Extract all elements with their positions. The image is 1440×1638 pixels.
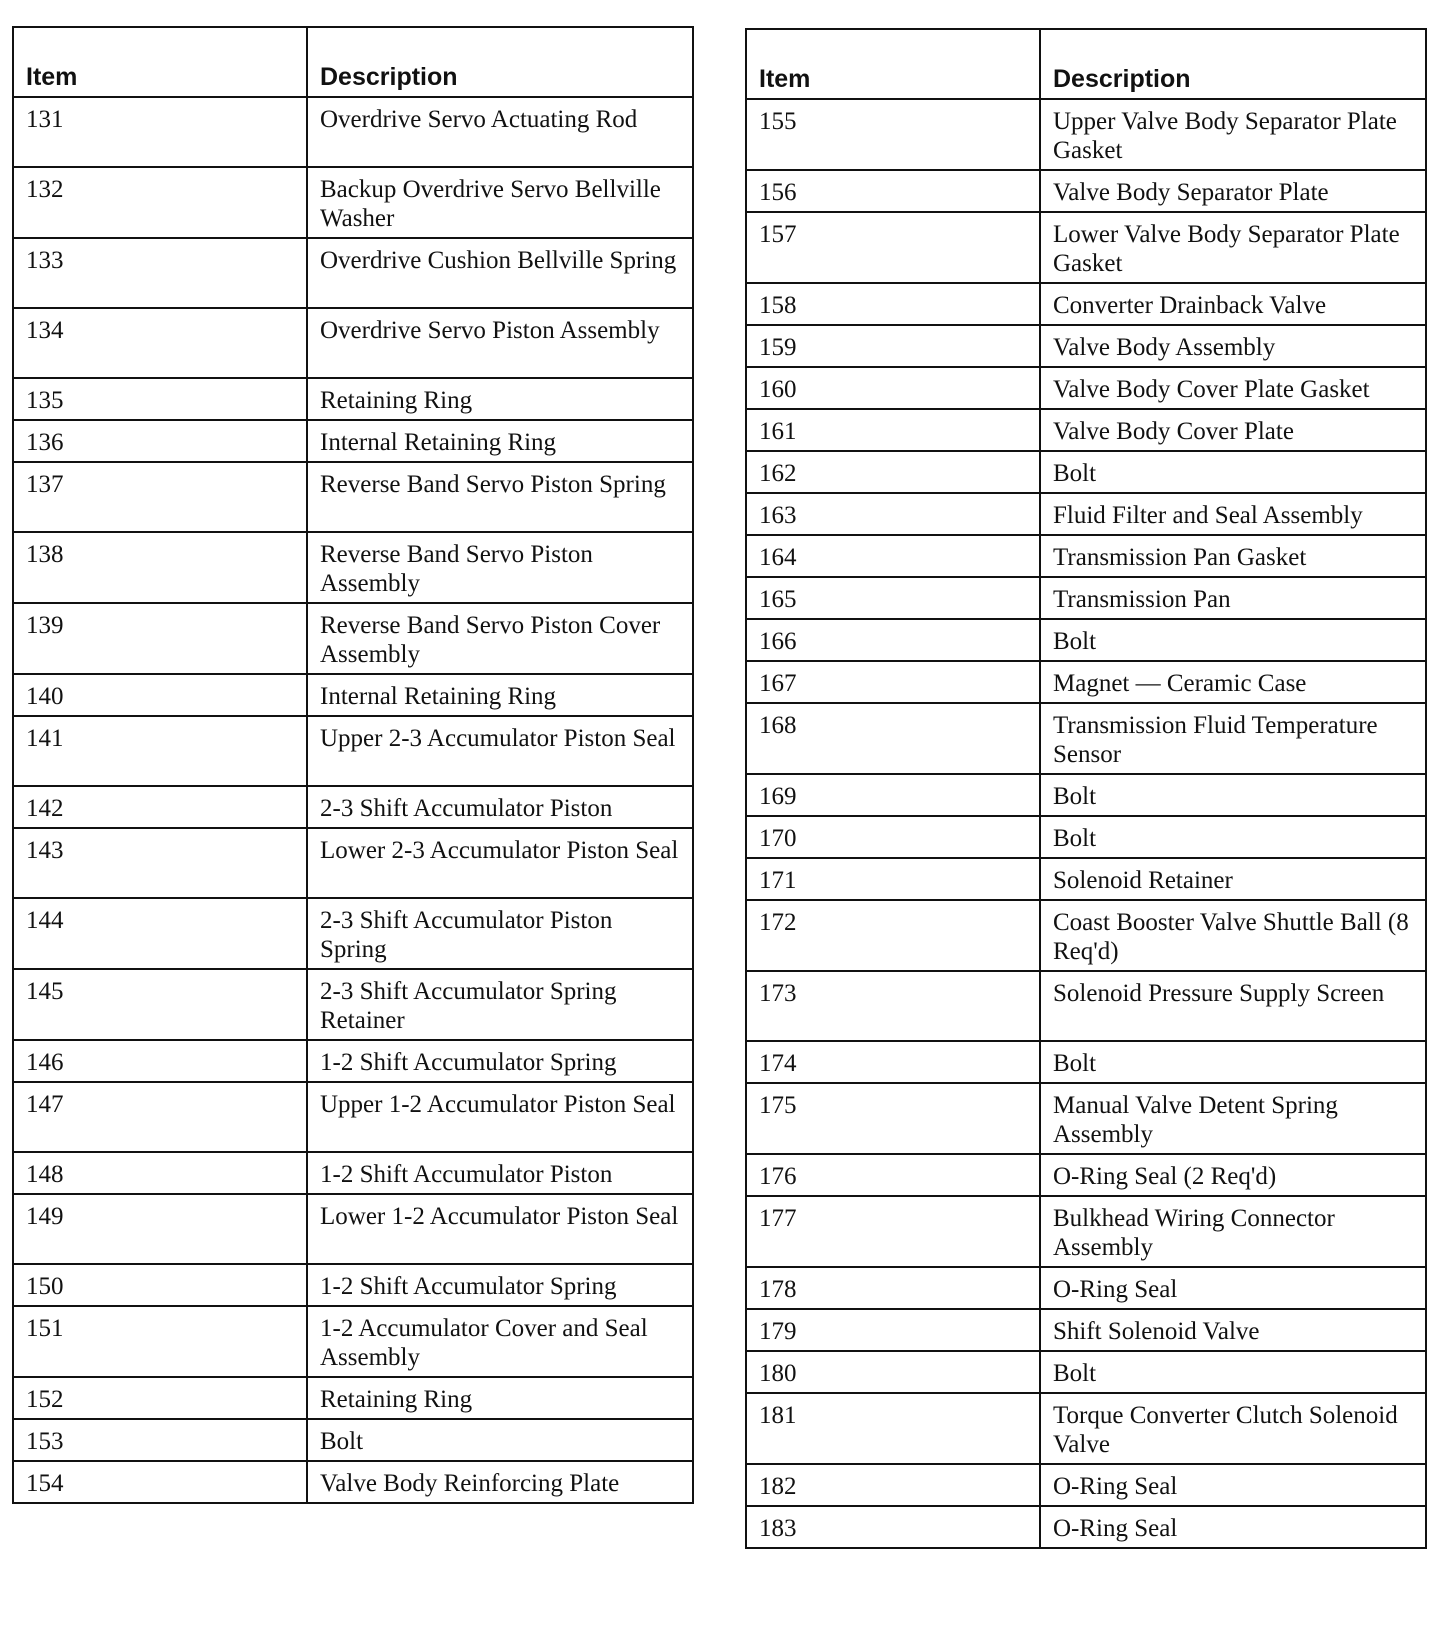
item-number: 166 [746,619,1040,661]
item-number: 176 [746,1154,1040,1196]
item-description: Bolt [307,1419,693,1461]
table-row [746,900,1426,971]
table-row [746,99,1426,170]
item-description: Valve Body Assembly [1040,325,1426,367]
item-description: Transmission Pan [1040,577,1426,619]
item-column-header: Item [746,29,1040,99]
table-row [13,786,693,828]
item-description: Overdrive Servo Piston Assembly [307,308,693,378]
parts-table-left [12,26,694,1504]
item-description: Backup Overdrive Servo Bellville Washer [307,167,693,238]
item-number: 132 [13,167,307,238]
item-description: Valve Body Reinforcing Plate [307,1461,693,1503]
item-number: 163 [746,493,1040,535]
table-row [13,1306,693,1377]
table-row [746,212,1426,283]
item-number: 156 [746,170,1040,212]
item-number: 182 [746,1464,1040,1506]
item-description: 1-2 Accumulator Cover and Seal Assembly [307,1306,693,1377]
description-column-header: Description [307,27,693,97]
table-row [13,97,693,167]
item-description: Bolt [1040,619,1426,661]
item-number: 137 [13,462,307,532]
item-number: 183 [746,1506,1040,1548]
item-number: 134 [13,308,307,378]
table-row [746,283,1426,325]
item-number: 135 [13,378,307,420]
table-row [746,1083,1426,1154]
table-row [746,535,1426,577]
table-row [746,1041,1426,1083]
table-row [746,703,1426,774]
item-description: Valve Body Cover Plate [1040,409,1426,451]
item-number: 169 [746,774,1040,816]
description-column-header: Description [1040,29,1426,99]
table-row [746,971,1426,1041]
table-row [13,308,693,378]
item-description: Bolt [1040,816,1426,858]
item-number: 148 [13,1152,307,1194]
item-number: 139 [13,603,307,674]
table-row [13,674,693,716]
item-description: O-Ring Seal (2 Req'd) [1040,1154,1426,1196]
item-description: Transmission Fluid Temperature Sensor [1040,703,1426,774]
item-description: Upper 2-3 Accumulator Piston Seal [307,716,693,786]
table-row [746,170,1426,212]
table-row [13,1194,693,1264]
item-description: 2-3 Shift Accumulator Piston [307,786,693,828]
item-description: Solenoid Pressure Supply Screen [1040,971,1426,1041]
item-description: Upper Valve Body Separator Plate Gasket [1040,99,1426,170]
item-number: 147 [13,1082,307,1152]
item-number: 138 [13,532,307,603]
item-number: 150 [13,1264,307,1306]
table-row [13,1152,693,1194]
table-row [746,325,1426,367]
table-row [746,816,1426,858]
table-row [13,716,693,786]
item-number: 172 [746,900,1040,971]
item-description: 1-2 Shift Accumulator Piston [307,1152,693,1194]
item-number: 141 [13,716,307,786]
table-row [746,1351,1426,1393]
item-number: 180 [746,1351,1040,1393]
table-row [13,828,693,898]
item-description: Overdrive Servo Actuating Rod [307,97,693,167]
item-number: 140 [13,674,307,716]
item-number: 165 [746,577,1040,619]
table-row [746,451,1426,493]
item-description: 2-3 Shift Accumulator Spring Retainer [307,969,693,1040]
item-description: Overdrive Cushion Bellville Spring [307,238,693,308]
item-description: Retaining Ring [307,378,693,420]
item-description: Internal Retaining Ring [307,674,693,716]
item-description: Bolt [1040,774,1426,816]
table-row [746,1464,1426,1506]
item-description: Lower 2-3 Accumulator Piston Seal [307,828,693,898]
item-description: Bolt [1040,451,1426,493]
item-number: 175 [746,1083,1040,1154]
item-description: O-Ring Seal [1040,1506,1426,1548]
item-number: 168 [746,703,1040,774]
item-number: 164 [746,535,1040,577]
item-number: 149 [13,1194,307,1264]
item-number: 160 [746,367,1040,409]
item-description: Torque Converter Clutch Solenoid Valve [1040,1393,1426,1464]
item-number: 142 [13,786,307,828]
table-row [13,1040,693,1082]
item-description: Shift Solenoid Valve [1040,1309,1426,1351]
table-row [746,858,1426,900]
item-description: 1-2 Shift Accumulator Spring [307,1040,693,1082]
item-number: 151 [13,1306,307,1377]
item-description: O-Ring Seal [1040,1464,1426,1506]
item-column-header: Item [13,27,307,97]
table-row [746,619,1426,661]
item-description: Lower 1-2 Accumulator Piston Seal [307,1194,693,1264]
table-row [13,1082,693,1152]
table-row [13,1419,693,1461]
table-row [746,493,1426,535]
table-row [13,167,693,238]
item-description: O-Ring Seal [1040,1267,1426,1309]
item-description: Magnet — Ceramic Case [1040,661,1426,703]
item-number: 162 [746,451,1040,493]
item-number: 158 [746,283,1040,325]
parts-table-right [745,28,1427,1549]
item-number: 146 [13,1040,307,1082]
table-row [746,1267,1426,1309]
item-description: Bolt [1040,1351,1426,1393]
item-description: Reverse Band Servo Piston Spring [307,462,693,532]
item-description: Converter Drainback Valve [1040,283,1426,325]
table-row [746,1154,1426,1196]
item-number: 144 [13,898,307,969]
table-row [13,603,693,674]
item-number: 179 [746,1309,1040,1351]
item-number: 154 [13,1461,307,1503]
table-row [746,661,1426,703]
item-description: Solenoid Retainer [1040,858,1426,900]
item-description: Bulkhead Wiring Connector Assembly [1040,1196,1426,1267]
table-row [13,1264,693,1306]
item-description: Valve Body Separator Plate [1040,170,1426,212]
item-description: Bolt [1040,1041,1426,1083]
item-number: 145 [13,969,307,1040]
item-number: 143 [13,828,307,898]
table-row [746,1506,1426,1548]
item-description: Manual Valve Detent Spring Assembly [1040,1083,1426,1154]
item-description: Reverse Band Servo Piston Assembly [307,532,693,603]
item-number: 131 [13,97,307,167]
table-row [13,1377,693,1419]
table-row [746,1309,1426,1351]
item-number: 152 [13,1377,307,1419]
item-number: 181 [746,1393,1040,1464]
table-row [746,1196,1426,1267]
table-row [13,462,693,532]
table-row [746,409,1426,451]
item-number: 171 [746,858,1040,900]
item-description: Lower Valve Body Separator Plate Gasket [1040,212,1426,283]
table-row [746,367,1426,409]
item-number: 133 [13,238,307,308]
table-header-row [746,29,1426,99]
table-header-row [13,27,693,97]
item-number: 157 [746,212,1040,283]
item-description: Fluid Filter and Seal Assembly [1040,493,1426,535]
table-row [746,577,1426,619]
item-description: Valve Body Cover Plate Gasket [1040,367,1426,409]
item-number: 170 [746,816,1040,858]
item-description: Retaining Ring [307,1377,693,1419]
item-description: Reverse Band Servo Piston Cover Assembly [307,603,693,674]
table-row [746,774,1426,816]
item-number: 159 [746,325,1040,367]
item-number: 155 [746,99,1040,170]
item-number: 174 [746,1041,1040,1083]
item-number: 177 [746,1196,1040,1267]
item-description: 1-2 Shift Accumulator Spring [307,1264,693,1306]
item-description: Coast Booster Valve Shuttle Ball (8 Req'd) [1040,900,1426,971]
item-number: 173 [746,971,1040,1041]
table-row [13,378,693,420]
table-row [13,420,693,462]
item-description: 2-3 Shift Accumulator Piston Spring [307,898,693,969]
table-row [13,238,693,308]
table-row [13,898,693,969]
item-number: 167 [746,661,1040,703]
item-number: 178 [746,1267,1040,1309]
item-number: 136 [13,420,307,462]
table-row [13,969,693,1040]
item-description: Transmission Pan Gasket [1040,535,1426,577]
item-description: Internal Retaining Ring [307,420,693,462]
item-number: 161 [746,409,1040,451]
table-row [746,1393,1426,1464]
item-description: Upper 1-2 Accumulator Piston Seal [307,1082,693,1152]
table-row [13,1461,693,1503]
item-number: 153 [13,1419,307,1461]
table-row [13,532,693,603]
